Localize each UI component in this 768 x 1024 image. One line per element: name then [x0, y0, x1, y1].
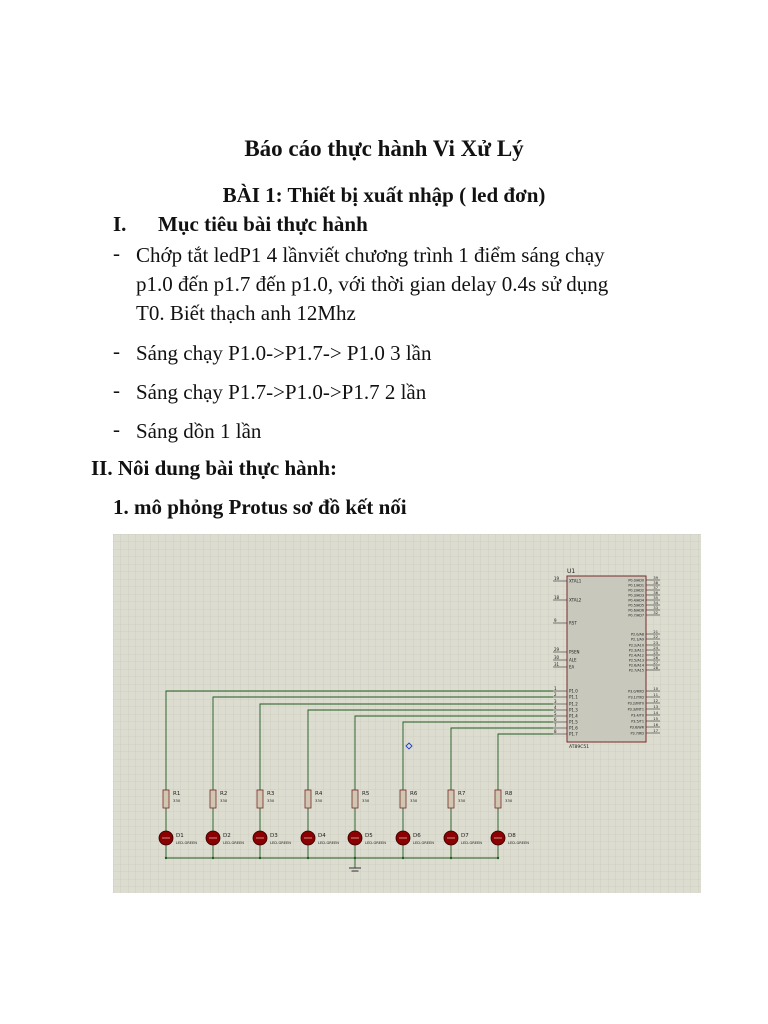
pin-number-label: 21 — [653, 630, 658, 634]
pin-name-label: P3.1/TXD — [628, 695, 644, 700]
pin-name-label: P2.0/A8 — [630, 632, 644, 637]
pin-name-label: P2.3/A11 — [628, 648, 644, 653]
bullet-line: Sáng chạy P1.7->P1.0->P1.7 2 lần — [136, 380, 427, 404]
pin-number-label: 3 — [554, 699, 557, 704]
pin-name-label: EA — [569, 664, 575, 670]
resistor-ref-label: R7 — [458, 791, 466, 797]
pin-name-label: P3.4/T0 — [631, 713, 644, 718]
pin-number-label: 4 — [554, 705, 557, 710]
section-1-heading — [113, 212, 368, 237]
pin-name-label: P1.2 — [569, 701, 578, 707]
resistor-value-label: 330 — [505, 798, 513, 803]
resistor-ref-label: R2 — [220, 791, 228, 797]
section-1-number: I. — [113, 212, 127, 236]
resistor-value-label: 330 — [410, 798, 418, 803]
pin-name-label: P2.1/A9 — [630, 637, 644, 642]
resistor-value-label: 330 — [315, 798, 323, 803]
led-part-label: LED-GREEN — [508, 841, 529, 845]
pin-name-label: P1.6 — [569, 725, 578, 731]
pin-name-label: P1.5 — [569, 719, 578, 725]
led-ref-label: D6 — [413, 833, 421, 839]
resistor-ref-label: R4 — [315, 791, 323, 797]
pin-name-label: P3.7/RD — [630, 731, 644, 736]
pin-name-label: P1.7 — [569, 731, 578, 737]
led-part-label: LED-GREEN — [223, 841, 244, 845]
resistor — [448, 790, 454, 808]
pin-number-label: 22 — [653, 635, 658, 639]
pin-number-label: 31 — [554, 662, 560, 667]
pin-number-label: 18 — [554, 595, 560, 600]
report-subtitle: BÀI 1: Thiết bị xuất nhập ( led đơn) — [222, 183, 546, 207]
pin-number-label: 29 — [554, 647, 560, 652]
resistor — [305, 790, 311, 808]
led-part-label: LED-GREEN — [365, 841, 386, 845]
pin-number-label: 27 — [653, 661, 658, 665]
resistor — [400, 790, 406, 808]
led-part-label: LED-GREEN — [413, 841, 434, 845]
resistor-ref-label: R3 — [267, 791, 275, 797]
pin-name-label: P1.0 — [569, 688, 578, 694]
pin-number-label: 2 — [554, 692, 557, 697]
pin-number-label: 8 — [554, 729, 557, 734]
led-part-label: LED-GREEN — [318, 841, 339, 845]
pin-number-label: 34 — [653, 601, 658, 605]
led-part-label: LED-GREEN — [461, 841, 482, 845]
resistor-ref-label: R5 — [362, 791, 370, 797]
pin-name-label: P3.0/RXD — [628, 689, 644, 694]
pin-number-label: 1 — [554, 686, 557, 691]
bullet-line: Sáng chạy P1.0->P1.7-> P1.0 3 lần — [136, 341, 432, 365]
pin-name-label: P2.2/A10 — [628, 643, 644, 648]
pin-number-label: 24 — [653, 646, 658, 650]
resistor-ref-label: R1 — [173, 791, 181, 797]
section-2-heading: II. Nôi dung bài thực hành: — [91, 456, 338, 480]
pin-name-label: P3.2/INT0 — [627, 701, 644, 706]
pin-number-label: 39 — [653, 576, 658, 580]
led-ref-label: D4 — [318, 833, 326, 839]
pin-name-label: P0.6/AD6 — [628, 608, 644, 613]
pin-number-label: 14 — [653, 711, 658, 715]
pin-number-label: 30 — [554, 655, 560, 660]
pin-name-label: P2.6/A14 — [628, 663, 644, 668]
resistor-value-label: 330 — [458, 798, 466, 803]
resistor — [257, 790, 263, 808]
pin-number-label: 36 — [653, 591, 658, 595]
resistor-value-label: 330 — [220, 798, 228, 803]
pin-number-label: 5 — [554, 711, 557, 716]
pin-name-label: ALE — [569, 657, 577, 663]
pin-name-label: P2.4/A12 — [628, 653, 644, 658]
pin-name-label: P2.7/A15 — [628, 668, 644, 673]
pin-number-label: 16 — [653, 723, 658, 727]
bullet-dash: - — [113, 378, 120, 402]
pin-number-label: 13 — [653, 705, 658, 709]
bullet-line: Sáng dồn 1 lần — [136, 419, 262, 443]
pin-number-label: 9 — [554, 618, 557, 623]
section-1-title: Mục tiêu bài thực hành — [158, 212, 368, 236]
pin-number-label: 6 — [554, 717, 557, 722]
pin-name-label: RST — [569, 620, 577, 626]
pin-number-label: 26 — [653, 656, 658, 660]
pin-number-label: 23 — [653, 641, 658, 645]
pin-number-label: 37 — [653, 586, 658, 590]
bullet-dash: - — [113, 339, 120, 363]
bullet-dash: - — [113, 241, 120, 265]
pin-number-label: 15 — [653, 717, 658, 721]
resistor — [495, 790, 501, 808]
chip-ref-label: U1 — [567, 568, 576, 575]
led-ref-label: D1 — [176, 833, 184, 839]
pin-number-label: 17 — [653, 729, 658, 733]
pin-number-label: 33 — [653, 606, 658, 610]
pin-name-label: P0.4/AD4 — [628, 598, 644, 603]
led-part-label: LED-GREEN — [270, 841, 291, 845]
pin-number-label: 38 — [653, 581, 658, 585]
bullet-line: Chớp tắt ledP1 4 lầnviết chương trình 1 điểm sáng chạy — [136, 243, 605, 267]
bullet-line: T0. Biết thạch anh 12Mhz — [136, 301, 356, 325]
pin-name-label: P3.3/INT1 — [627, 707, 644, 712]
pin-name-label: P1.3 — [569, 707, 578, 713]
resistor-ref-label: R8 — [505, 791, 513, 797]
led-ref-label: D7 — [461, 833, 469, 839]
resistor — [352, 790, 358, 808]
led-ref-label: D2 — [223, 833, 231, 839]
pin-number-label: 7 — [554, 723, 557, 728]
pin-number-label: 32 — [653, 611, 658, 615]
pin-name-label: XTAL2 — [569, 597, 582, 603]
resistor-value-label: 330 — [362, 798, 370, 803]
pin-name-label: P1.4 — [569, 713, 578, 719]
pin-name-label: P0.0/AD0 — [628, 578, 644, 583]
pin-number-label: 25 — [653, 651, 658, 655]
pin-number-label: 12 — [653, 699, 658, 703]
led-ref-label: D3 — [270, 833, 278, 839]
resistor-value-label: 330 — [173, 798, 181, 803]
led-ref-label: D5 — [365, 833, 373, 839]
report-title: Báo cáo thực hành Vi Xử Lý — [244, 136, 524, 161]
chip-part-label: AT89C51 — [569, 745, 590, 750]
resistor-value-label: 330 — [267, 798, 275, 803]
pin-name-label: PSEN — [569, 649, 580, 655]
subsection-heading: 1. mô phỏng Protus sơ đồ kết nối — [113, 495, 407, 519]
led-part-label: LED-GREEN — [176, 841, 197, 845]
pin-number-label: 28 — [653, 666, 658, 670]
pin-name-label: P0.7/AD7 — [628, 613, 644, 618]
bullet-line: p1.0 đến p1.7 đến p1.0, với thời gian delay 0.4s sử dụng — [136, 272, 609, 296]
pin-name-label: P1.1 — [569, 694, 578, 700]
led-ref-label: D8 — [508, 833, 516, 839]
pin-name-label: P3.6/WR — [629, 725, 644, 730]
pin-name-label: P0.3/AD3 — [628, 593, 644, 598]
pin-number-label: 11 — [653, 693, 658, 697]
pin-name-label: P2.5/A13 — [628, 658, 644, 663]
pin-name-label: P0.1/AD1 — [628, 583, 644, 588]
pin-name-label: P0.2/AD2 — [628, 588, 644, 593]
pin-name-label: XTAL1 — [569, 578, 582, 584]
pin-name-label: P3.5/T1 — [631, 719, 644, 724]
pin-number-label: 35 — [653, 596, 658, 600]
pin-number-label: 19 — [554, 576, 560, 581]
resistor-ref-label: R6 — [410, 791, 418, 797]
resistor — [163, 790, 169, 808]
bullet-dash: - — [113, 417, 120, 441]
pin-number-label: 10 — [653, 687, 658, 691]
resistor — [210, 790, 216, 808]
proteus-schematic — [113, 534, 701, 893]
pin-name-label: P0.5/AD5 — [628, 603, 644, 608]
